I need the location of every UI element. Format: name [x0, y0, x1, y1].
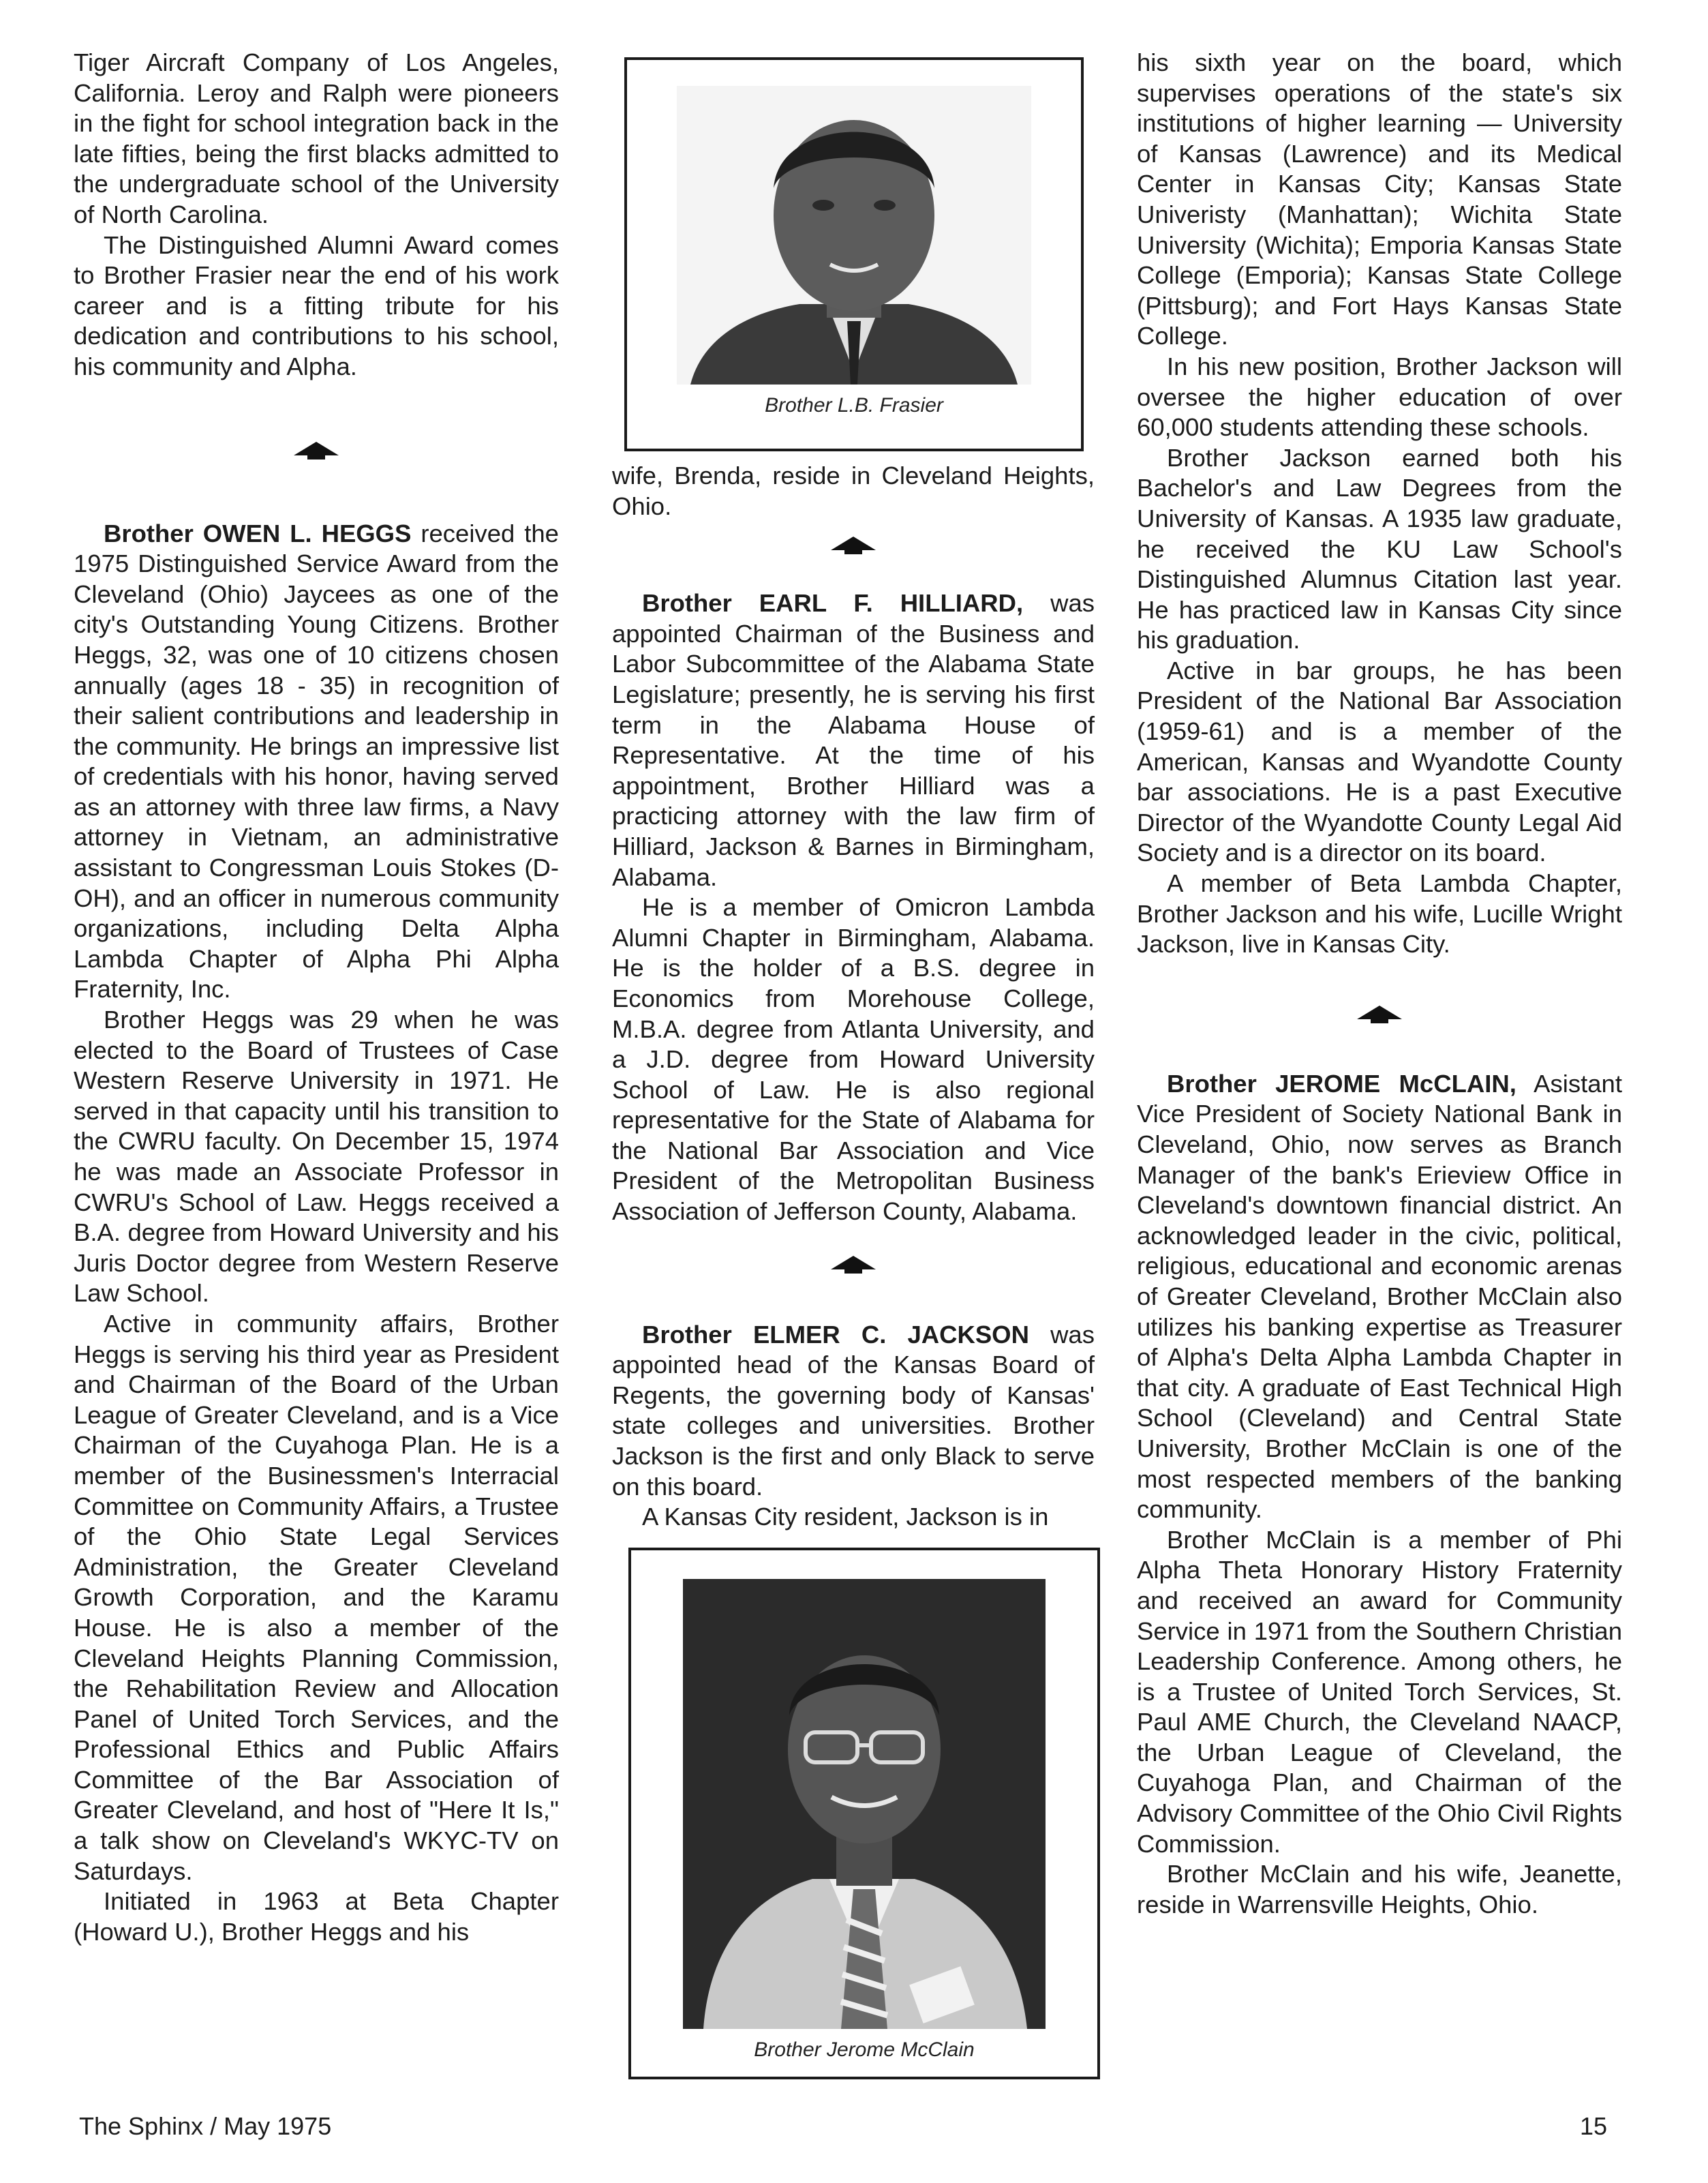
- column-3: [1137, 48, 1622, 1920]
- jackson-name: ELMER C. JACKSON: [752, 1320, 1029, 1349]
- hilliard-p1-text: was appointed Chairman of the Business and Labor Subcommittee of the Alabama State Legislature; presently, he is serving his first term in the Alabama House of Representative. At the time of his appointment, Brother Hilliard was a practicing attorney with the law firm of Hilliard, Jackson & Barnes in Birmingham, Alabama.: [612, 589, 1095, 891]
- jackson-paragraph-1: [612, 1320, 1095, 1503]
- pyramid-separator-icon: [829, 1254, 877, 1275]
- heggs-name: OWEN L. HEGGS: [202, 519, 412, 547]
- photo-mcclain-frame: [628, 1548, 1100, 2079]
- jackson-continued-paragraph-5: A member of Beta Lambda Chapter, Brother Jackson and his wife, Lucille Wright Jackson, live in Kansas City.: [1137, 869, 1622, 959]
- paragraph: The Distinguished Alumni Award comes to Brother Frasier near the end of his work career and is a fitting tribute for his dedication and contributions to his school, his community and Alpha.: [74, 230, 559, 380]
- photo-frasier-caption: Brother L.B. Frasier: [765, 394, 943, 417]
- mcclain-lead-prefix: Brother: [1167, 1069, 1276, 1098]
- jackson-p1-text: was appointed head of the Kansas Board of Regents, the governing body of Kansas' state colleges and universities. Brother Jackson is the first and only Black to serve on this board.: [612, 1320, 1095, 1501]
- jackson-paragraph-2: A Kansas City resident, Jackson is in: [642, 1503, 1049, 1531]
- portrait-frasier-image: [677, 86, 1031, 385]
- pyramid-separator-icon: [829, 535, 877, 556]
- mcclain-paragraph-1: [1137, 1069, 1622, 1525]
- column-2: [612, 57, 1095, 2079]
- mcclain-paragraph-3: Brother McClain and his wife, Jeanette, reside in Warrensville Heights, Ohio.: [1137, 1860, 1622, 1918]
- jackson-continued-paragraph-2: In his new position, Brother Jackson will oversee the higher education of over 60,000 students attending these schools.: [1137, 352, 1622, 442]
- footer-publication: The Sphinx / May 1975: [79, 2112, 332, 2140]
- heggs-paragraph-3: Active in community affairs, Brother Heggs is serving his third year as President and Chairman of the Board of the Urban League of Greater Cleveland, and is a Vice Chairman of the Cuyahoga Plan. He is a member of the Businessmen's Interracial Committee on Community Affairs, a Trustee of the Ohio State Legal Services Administration, the Greater Cleveland Growth Corporation, and the Karamu House. He is also a member of the Cleveland Heights Planning Commission, the Rehabilitation Review and Allocation Panel of United Torch Services, and the Professional Ethics and Public Affairs Committee of the Bar Association of Greater Cleveland, and host of "Here It Is," a talk show on Cleveland's WKYC-TV on Saturdays.: [74, 1309, 559, 1885]
- photo-frasier: [677, 86, 1031, 385]
- separator: [1137, 960, 1622, 1069]
- hilliard-paragraph-2: He is a member of Omicron Lambda Alumni Chapter in Birmingham, Alabama. He is the holder of a B.S. degree in Economics from Morehouse College, M.B.A. degree from Atlanta University, and a J.D. degree from Howard University School of Law. He is also regional representative for the State of Alabama for the National Bar Association and Vice President of the Metropolitan Business Association of Jefferson County, Alabama.: [612, 893, 1095, 1226]
- column-1: [74, 48, 559, 1947]
- mcclain-p1-text: Asistant Vice President of Society National Bank in Cleveland, Ohio, now serves as Branch Manager of the bank's Erieview Office in Cleveland's downtown financial district. An acknowledged leader in the civic, political, religious, educational and economic arenas of Greater Cleveland, Brother McClain also utilizes his banking expertise as Treasurer of Alpha's Delta Alpha Lambda Chapter in that city. A graduate of East Technical High School (Cleveland) and Central State University, Brother McClain is one of the most respected members of the banking community.: [1137, 1069, 1622, 1524]
- heggs-lead-prefix: Brother: [104, 519, 203, 547]
- mcclain-name: JEROME McCLAIN,: [1275, 1069, 1516, 1098]
- heggs-p1-text: received the 1975 Distinguished Service Award from the Cleveland (Ohio) Jaycees as one of the city's Outstanding Young Citizens. Brother Heggs, 32, was one of 10 citizens chosen annually (ages 18 - 35) in recognition of their salient contributions and leadership in the community. He brings an impressive list of credentials with his honor, having served as an attorney with three law firms, a Navy attorney in Vietnam, an administrative assistant to Congressman Louis Stokes (D-OH), and an officer in numerous community organizations, including Delta Alpha Lambda Chapter of Alpha Phi Alpha Fraternity, Inc.: [74, 519, 559, 1004]
- jackson-continued-paragraph-4: Active in bar groups, he has been President of the National Bar Association (1959-61) and is a member of the American, Kansas and Wyandotte County bar associations. He is a past Executive Director of the Wyandotte County Legal Aid Society and is a director on its board.: [1137, 656, 1622, 867]
- jackson-lead-prefix: Brother: [642, 1320, 753, 1349]
- portrait-mcclain-image: [683, 1579, 1046, 2029]
- separator: [612, 522, 1095, 569]
- photo-mcclain: [683, 1579, 1046, 2029]
- pyramid-separator-icon: [292, 440, 340, 461]
- separator: [74, 382, 559, 519]
- photo-frasier-frame: [624, 57, 1084, 451]
- hilliard-paragraph-1: [612, 588, 1095, 892]
- paragraph: Tiger Aircraft Company of Los Angeles, California. Leroy and Ralph were pioneers in the fight for school integration back in the late fifties, being the first blacks admitted to the undergraduate school of the University of North Carolina.: [74, 48, 559, 228]
- hilliard-name: EARL F. HILLIARD,: [759, 589, 1024, 618]
- hilliard-lead-prefix: Brother: [642, 589, 759, 618]
- photo-mcclain-caption: Brother Jerome McClain: [754, 2038, 975, 2061]
- mcclain-paragraph-2: Brother McClain is a member of Phi Alpha Theta Honorary History Fraternity and received an award for Community Service in 1971 from the Southern Christian Leadership Conference. Among others, he is a Trustee of United Torch Services, St. Paul AME Church, the Cleveland NAACP, the Urban League of Cleveland, the Cuyahoga Plan, and Chairman of the Advisory Committee of the Ohio Civil Rights Commission.: [1137, 1525, 1622, 1858]
- footer-page-number: 15: [1579, 2112, 1607, 2140]
- heggs-paragraph-4: Initiated in 1963 at Beta Chapter (Howard U.), Brother Heggs and his: [74, 1887, 559, 1946]
- jackson-continued-paragraph-3: Brother Jackson earned both his Bachelor's and Law Degrees from the University of Kansas. A 1935 law graduate, he received the KU Law School's Distinguished Alumnus Citation last year. He has practiced law in Kansas City since his graduation.: [1137, 443, 1622, 654]
- pyramid-separator-icon: [1356, 1004, 1403, 1025]
- heggs-paragraph-2: Brother Heggs was 29 when he was elected to the Board of Trustees of Case Western Reserve University in 1971. He served in that capacity until his transition to the CWRU faculty. On December 15, 1974 he was made an Associate Professor in CWRU's School of Law. Heggs received a B.A. degree from Howard University and his Juris Doctor degree from Western Reserve Law School.: [74, 1006, 559, 1308]
- heggs-paragraph-1: [74, 519, 559, 1006]
- separator: [612, 1227, 1095, 1302]
- jackson-continued-paragraph-1: his sixth year on the board, which supervises operations of the state's six institutions of higher learning — University of Kansas (Lawrence) and its Medical Center in Kansas City; Kansas State Univeristy (Manhattan); Wichita State University (Wichita); Emporia Kansas State College (Emporia); Kansas State College (Pittsburg); and Fort Hays Kansas State College.: [1137, 48, 1622, 350]
- heggs-continued-paragraph: wife, Brenda, reside in Cleveland Heights, Ohio.: [612, 462, 1095, 520]
